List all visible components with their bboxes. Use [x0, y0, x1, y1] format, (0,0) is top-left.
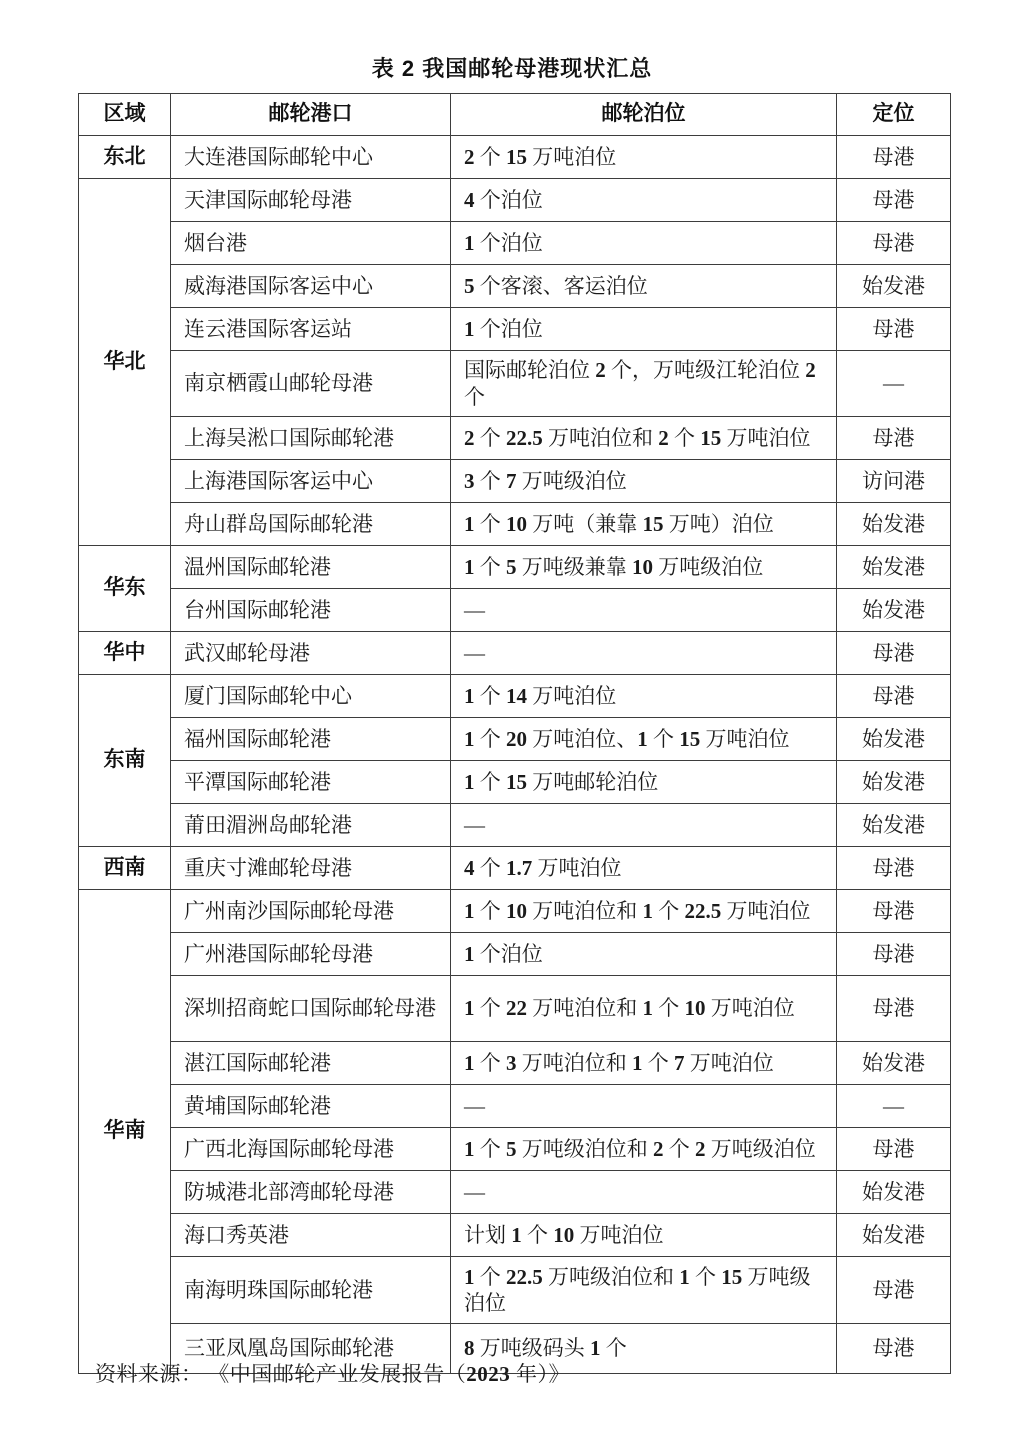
berths-cell: 1 个 14 万吨泊位	[451, 675, 837, 718]
table-row	[79, 136, 951, 179]
position-cell: 母港	[837, 136, 951, 179]
table-row	[79, 1257, 951, 1324]
cruise-port-table-container	[78, 93, 950, 1374]
port-name-cell: 防城港北部湾邮轮母港	[171, 1171, 451, 1214]
header-region: 区域	[79, 94, 171, 136]
region-cell: 西南	[79, 847, 171, 890]
berths-cell: 1 个 5 万吨级泊位和 2 个 2 万吨级泊位	[451, 1128, 837, 1171]
position-cell: 母港	[837, 675, 951, 718]
position-cell: 始发港	[837, 1042, 951, 1085]
table-row	[79, 417, 951, 460]
table-header	[79, 94, 951, 136]
position-cell: 始发港	[837, 1171, 951, 1214]
position-cell: 访问港	[837, 460, 951, 503]
table-row	[79, 351, 951, 417]
berths-cell: 1 个泊位	[451, 933, 837, 976]
position-cell: 始发港	[837, 804, 951, 847]
port-name-cell: 平潭国际邮轮港	[171, 761, 451, 804]
table-row	[79, 675, 951, 718]
port-name-cell: 烟台港	[171, 222, 451, 265]
position-cell: 始发港	[837, 718, 951, 761]
berths-cell: 1 个 5 万吨级兼靠 10 万吨级泊位	[451, 546, 837, 589]
table-row	[79, 718, 951, 761]
table-row	[79, 546, 951, 589]
position-cell: 始发港	[837, 546, 951, 589]
berths-cell: 1 个 10 万吨泊位和 1 个 22.5 万吨泊位	[451, 890, 837, 933]
position-cell: —	[837, 1085, 951, 1128]
region-cell: 华东	[79, 546, 171, 632]
table-row	[79, 308, 951, 351]
port-name-cell: 上海吴淞口国际邮轮港	[171, 417, 451, 460]
table-caption: 表 2 我国邮轮母港现状汇总	[371, 56, 653, 81]
port-name-cell: 温州国际邮轮港	[171, 546, 451, 589]
port-name-cell: 莆田湄洲岛邮轮港	[171, 804, 451, 847]
table-row	[79, 460, 951, 503]
berths-cell: 1 个泊位	[451, 222, 837, 265]
region-cell: 东北	[79, 136, 171, 179]
table-row	[79, 179, 951, 222]
berths-cell: —	[451, 632, 837, 675]
port-name-cell: 黄埔国际邮轮港	[171, 1085, 451, 1128]
berths-cell: 4 个 1.7 万吨泊位	[451, 847, 837, 890]
source-note: 资料来源： 《中国邮轮产业发展报告（2023 年）》	[95, 1362, 570, 1386]
port-name-cell: 南京栖霞山邮轮母港	[171, 351, 451, 417]
port-name-cell: 深圳招商蛇口国际邮轮母港	[171, 976, 451, 1042]
table-row	[79, 1042, 951, 1085]
header-berths: 邮轮泊位	[451, 94, 837, 136]
port-name-cell: 武汉邮轮母港	[171, 632, 451, 675]
port-name-cell: 广西北海国际邮轮母港	[171, 1128, 451, 1171]
position-cell: 母港	[837, 933, 951, 976]
table-body	[79, 136, 951, 1374]
port-name-cell: 舟山群岛国际邮轮港	[171, 503, 451, 546]
port-name-cell: 上海港国际客运中心	[171, 460, 451, 503]
table-row	[79, 265, 951, 308]
berths-cell: 1 个 22 万吨泊位和 1 个 10 万吨泊位	[451, 976, 837, 1042]
table-row	[79, 890, 951, 933]
berths-cell: 1 个 3 万吨泊位和 1 个 7 万吨泊位	[451, 1042, 837, 1085]
position-cell: 母港	[837, 417, 951, 460]
region-cell: 华南	[79, 890, 171, 1374]
berths-cell: —	[451, 804, 837, 847]
port-name-cell: 三亚凤凰岛国际邮轮港	[171, 1324, 451, 1374]
port-name-cell: 厦门国际邮轮中心	[171, 675, 451, 718]
position-cell: 母港	[837, 847, 951, 890]
port-name-cell: 广州南沙国际邮轮母港	[171, 890, 451, 933]
port-name-cell: 大连港国际邮轮中心	[171, 136, 451, 179]
berths-cell: 1 个 10 万吨（兼靠 15 万吨）泊位	[451, 503, 837, 546]
berths-cell: 国际邮轮泊位 2 个，万吨级江轮泊位 2 个	[451, 351, 837, 417]
position-cell: 母港	[837, 890, 951, 933]
port-name-cell: 连云港国际客运站	[171, 308, 451, 351]
port-name-cell: 重庆寸滩邮轮母港	[171, 847, 451, 890]
header-port: 邮轮港口	[171, 94, 451, 136]
port-name-cell: 南海明珠国际邮轮港	[171, 1257, 451, 1324]
berths-cell: 4 个泊位	[451, 179, 837, 222]
position-cell: 始发港	[837, 503, 951, 546]
berths-cell: —	[451, 589, 837, 632]
table-row	[79, 1171, 951, 1214]
position-cell: 母港	[837, 1128, 951, 1171]
table-row	[79, 1128, 951, 1171]
header-row	[79, 94, 951, 136]
berths-cell: 3 个 7 万吨级泊位	[451, 460, 837, 503]
position-cell: 始发港	[837, 1214, 951, 1257]
berths-cell: 2 个 15 万吨泊位	[451, 136, 837, 179]
port-name-cell: 天津国际邮轮母港	[171, 179, 451, 222]
position-cell: 母港	[837, 222, 951, 265]
table-row	[79, 976, 951, 1042]
berths-cell: 1 个 20 万吨泊位、1 个 15 万吨泊位	[451, 718, 837, 761]
region-cell: 华北	[79, 179, 171, 546]
berths-cell: 2 个 22.5 万吨泊位和 2 个 15 万吨泊位	[451, 417, 837, 460]
table-row	[79, 761, 951, 804]
table-row	[79, 589, 951, 632]
berths-cell: 1 个泊位	[451, 308, 837, 351]
port-name-cell: 台州国际邮轮港	[171, 589, 451, 632]
header-position: 定位	[837, 94, 951, 136]
berths-cell: 5 个客滚、客运泊位	[451, 265, 837, 308]
berths-cell: 计划 1 个 10 万吨泊位	[451, 1214, 837, 1257]
table-row	[79, 847, 951, 890]
port-name-cell: 福州国际邮轮港	[171, 718, 451, 761]
position-cell: 母港	[837, 632, 951, 675]
berths-cell: 8 万吨级码头 1 个	[451, 1324, 837, 1374]
table-row	[79, 804, 951, 847]
table-row	[79, 933, 951, 976]
berths-cell: 1 个 22.5 万吨级泊位和 1 个 15 万吨级泊位	[451, 1257, 837, 1324]
cruise-port-table	[78, 93, 951, 1374]
position-cell: 始发港	[837, 761, 951, 804]
berths-cell: —	[451, 1171, 837, 1214]
position-cell: 母港	[837, 1324, 951, 1374]
position-cell: 母港	[837, 976, 951, 1042]
berths-cell: 1 个 15 万吨邮轮泊位	[451, 761, 837, 804]
position-cell: 母港	[837, 1257, 951, 1324]
table-row	[79, 1085, 951, 1128]
position-cell: —	[837, 351, 951, 417]
port-name-cell: 威海港国际客运中心	[171, 265, 451, 308]
table-row	[79, 503, 951, 546]
position-cell: 始发港	[837, 589, 951, 632]
berths-cell: —	[451, 1085, 837, 1128]
position-cell: 母港	[837, 308, 951, 351]
table-row	[79, 632, 951, 675]
position-cell: 母港	[837, 179, 951, 222]
port-name-cell: 海口秀英港	[171, 1214, 451, 1257]
position-cell: 始发港	[837, 265, 951, 308]
table-row	[79, 1214, 951, 1257]
region-cell: 华中	[79, 632, 171, 675]
port-name-cell: 广州港国际邮轮母港	[171, 933, 451, 976]
region-cell: 东南	[79, 675, 171, 847]
table-row	[79, 222, 951, 265]
port-name-cell: 湛江国际邮轮港	[171, 1042, 451, 1085]
